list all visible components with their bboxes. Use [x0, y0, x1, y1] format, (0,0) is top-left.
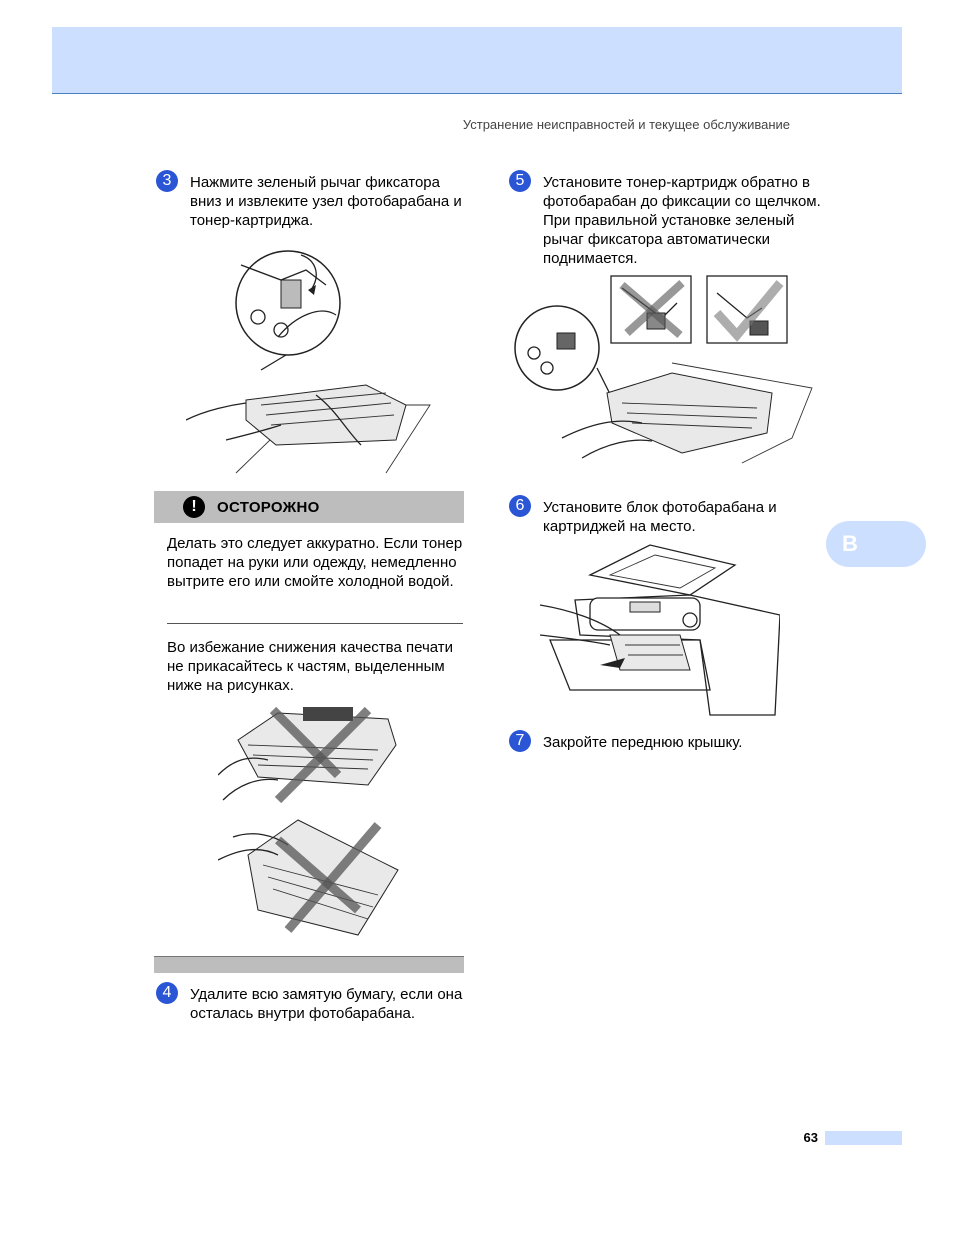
caution-divider [167, 623, 463, 624]
page-number-bar [825, 1131, 902, 1145]
step-4-number: 4 [156, 982, 178, 1004]
drum-do-not-touch-illustration [218, 815, 403, 945]
caution-title: ОСТОРОЖНО [217, 499, 320, 516]
reinsert-toner-illustration [512, 273, 817, 478]
step-4-text: Удалите всю замятую бумагу, если она осталась внутри фотобарабана. [190, 986, 463, 1022]
running-header: Устранение неисправностей и текущее обслуживание [462, 117, 790, 132]
step-6-text: Установите блок фотобарабана и картриджей на место. [543, 499, 777, 535]
remove-drum-illustration [186, 245, 436, 480]
caution-text-2: Во избежание снижения качества печати не прикасайтесь к частям, выделенным ниже на рисунках. [167, 639, 454, 694]
page-number: 63 [803, 1130, 818, 1145]
top-banner [52, 27, 902, 94]
caution-header-bar [154, 491, 464, 523]
caution-footer-bar [154, 956, 464, 973]
step-5-number: 5 [509, 170, 531, 192]
step-6-number: 6 [509, 495, 531, 517]
warning-icon: ! [183, 496, 205, 518]
toner-do-not-touch-illustration [218, 705, 403, 805]
step-3-text: Нажмите зеленый рычаг фиксатора вниз и извлеките узел фотобарабана и тонер-картриджа. [190, 174, 462, 229]
caution-text-1: Делать это следует аккуратно. Если тонер попадет на руки или одежду, немедленно вытрите его или смойте холодной водой. [167, 535, 463, 590]
printer-illustration [540, 540, 780, 720]
step-7-text: Закройте переднюю крышку. [543, 734, 743, 751]
step-3-number: 3 [156, 170, 178, 192]
step-5-text: Установите тонер-картридж обратно в фотобарабан до фиксации со щелчком. При правильной установке зеленый рычаг фиксатора автоматически поднимается. [543, 174, 821, 267]
step-7-number: 7 [509, 730, 531, 752]
appendix-tab: B [826, 521, 926, 567]
